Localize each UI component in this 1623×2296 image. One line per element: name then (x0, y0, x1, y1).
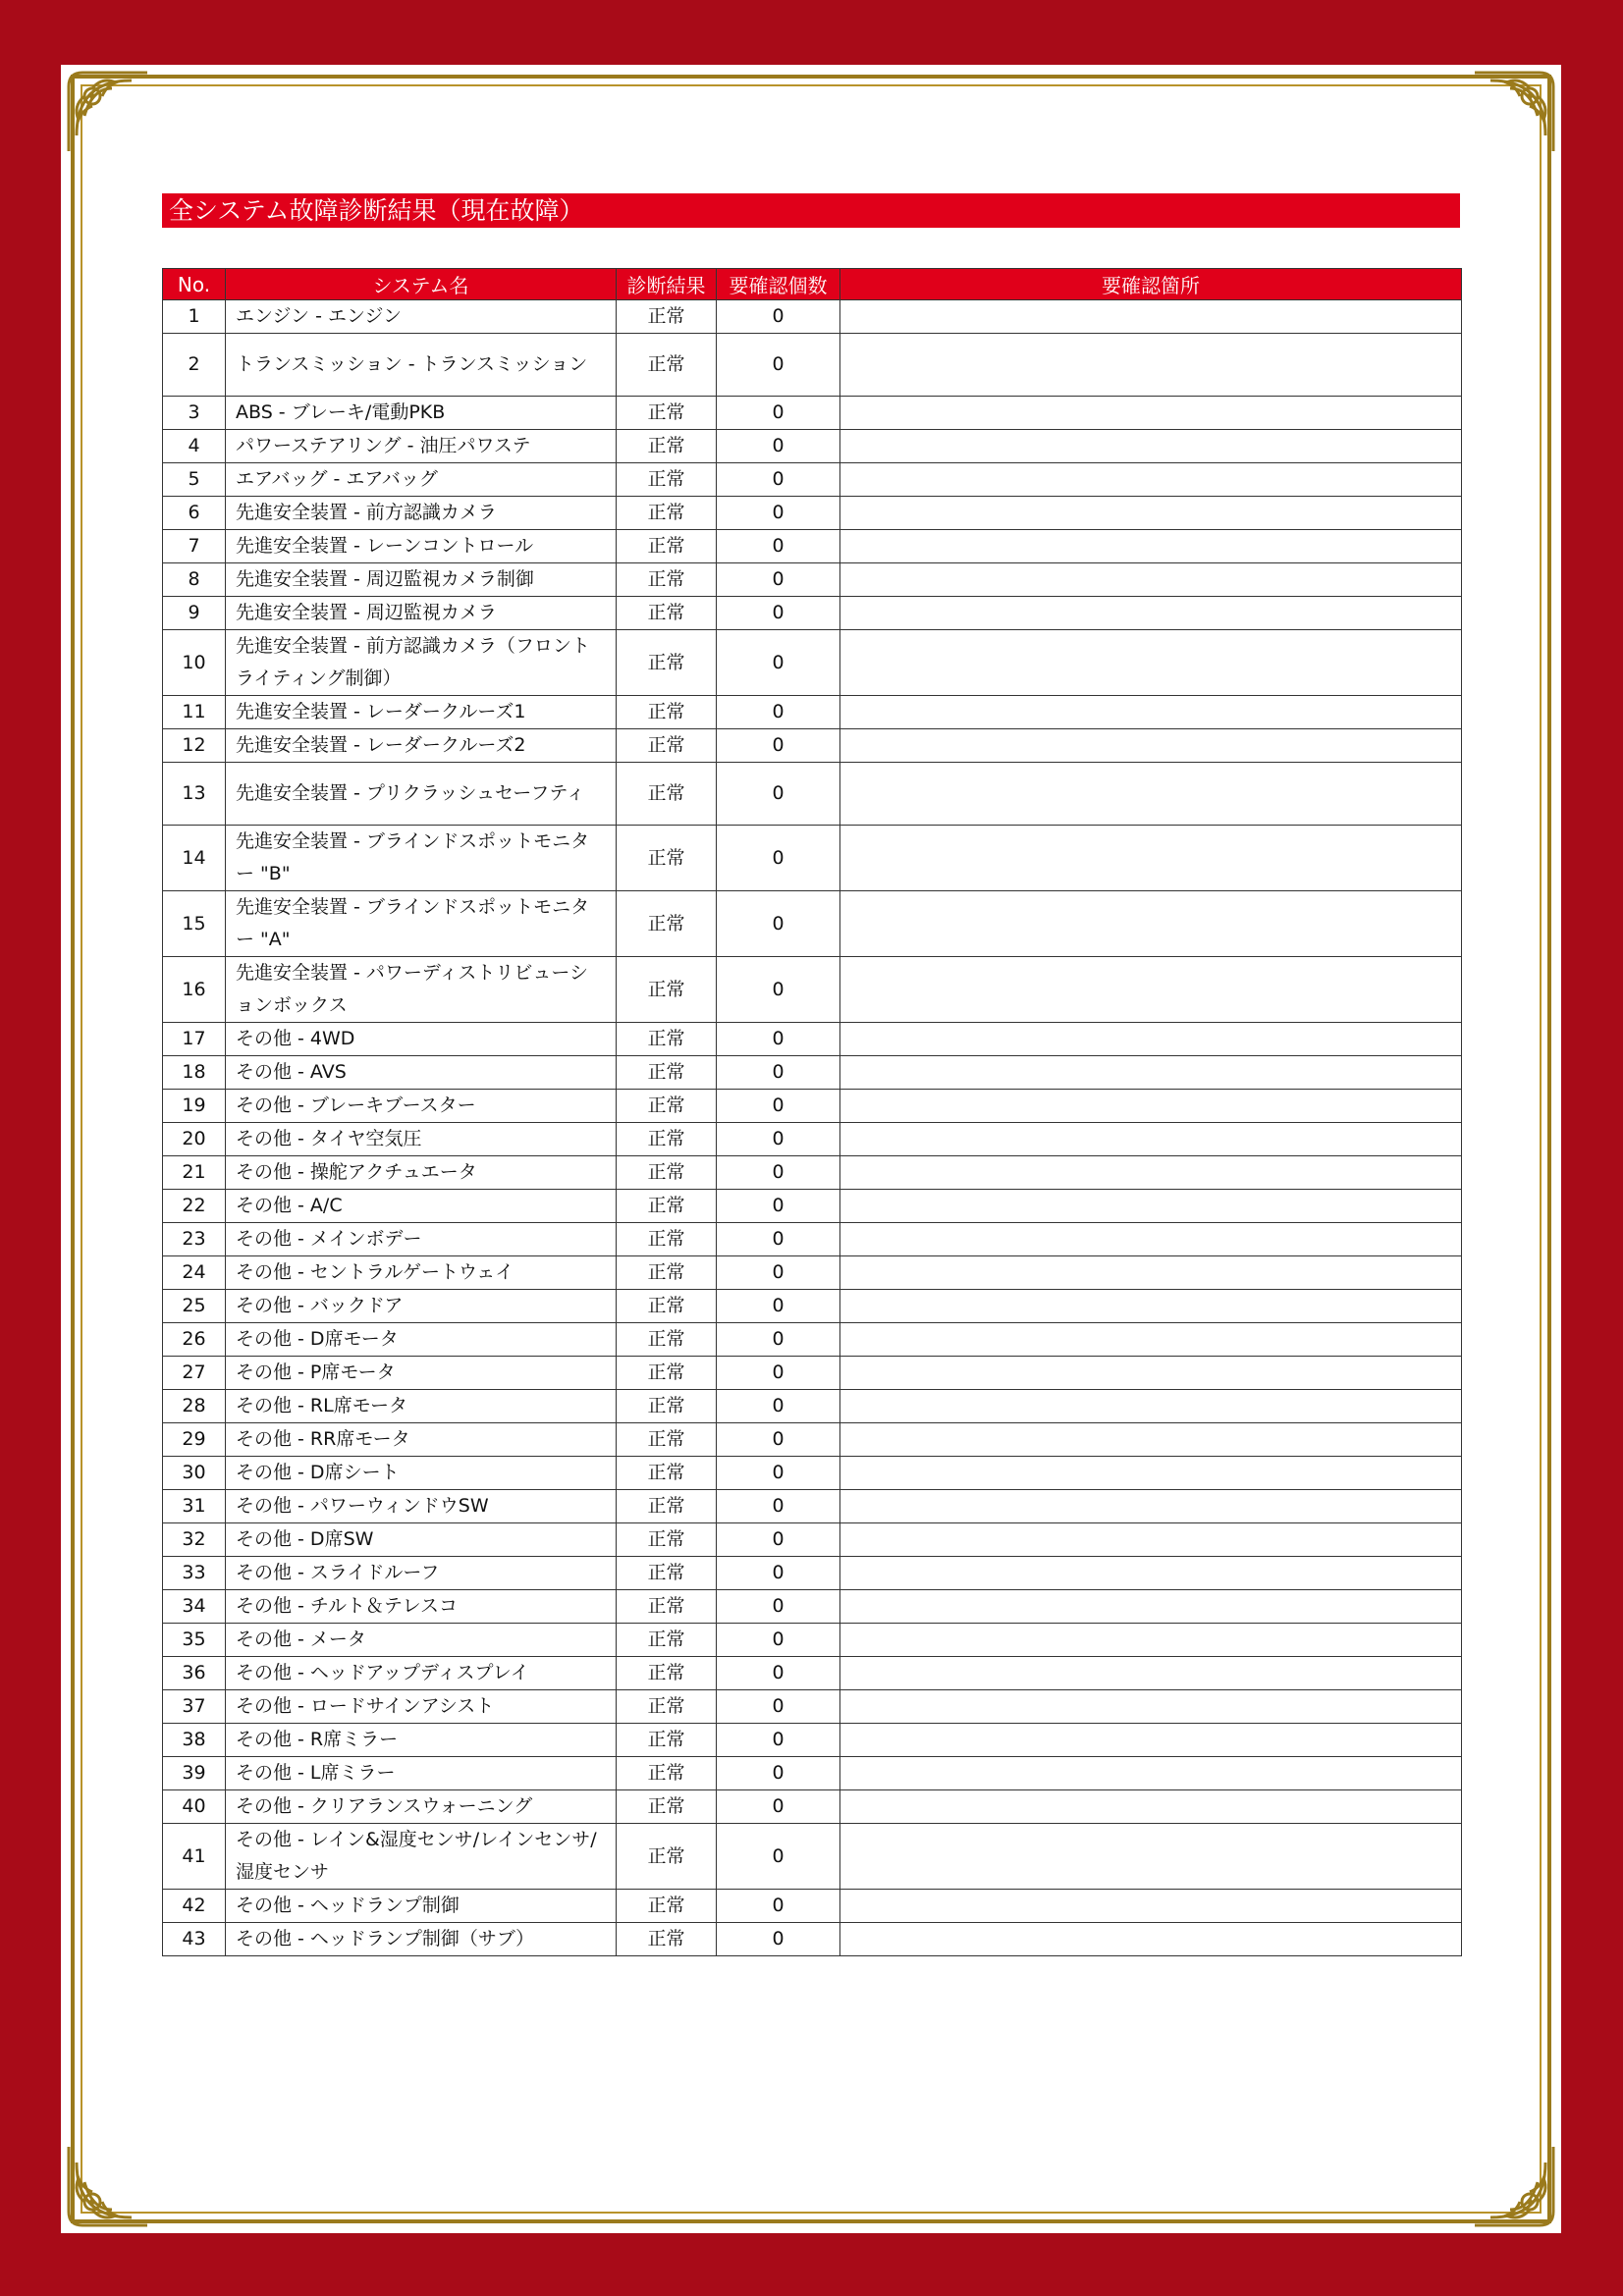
system-name-cell: その他 - レイン&湿度センサ/レインセンサ/湿度センサ (226, 1824, 617, 1890)
check-location-cell (840, 530, 1462, 563)
row-number: 3 (163, 397, 226, 430)
diagnosis-result-cell: 正常 (617, 1590, 717, 1624)
system-name-cell: その他 - D席SW (226, 1523, 617, 1557)
column-header-count: 要確認個数 (717, 269, 840, 300)
column-header-location: 要確認箇所 (840, 269, 1462, 300)
row-number: 22 (163, 1190, 226, 1223)
check-location-cell (840, 300, 1462, 334)
check-location-cell (840, 1523, 1462, 1557)
row-number: 10 (163, 630, 226, 696)
check-count-cell: 0 (717, 1123, 840, 1156)
check-location-cell (840, 334, 1462, 397)
table-row (163, 1490, 1462, 1523)
diagnosis-result-cell: 正常 (617, 1323, 717, 1357)
check-count-cell: 0 (717, 530, 840, 563)
row-number: 39 (163, 1757, 226, 1790)
row-number: 40 (163, 1790, 226, 1824)
diagnosis-result-cell: 正常 (617, 1223, 717, 1256)
check-location-cell (840, 1390, 1462, 1423)
diagnosis-result-cell: 正常 (617, 696, 717, 729)
check-count-cell: 0 (717, 1890, 840, 1923)
table-row (163, 1023, 1462, 1056)
table-row (163, 1890, 1462, 1923)
system-name-cell: その他 - D席シート (226, 1457, 617, 1490)
check-count-cell: 0 (717, 463, 840, 497)
check-count-cell: 0 (717, 891, 840, 957)
corner-ornament-icon (63, 2141, 153, 2231)
check-location-cell (840, 1323, 1462, 1357)
check-location-cell (840, 430, 1462, 463)
row-number: 30 (163, 1457, 226, 1490)
table-row (163, 597, 1462, 630)
diagnosis-result-cell: 正常 (617, 430, 717, 463)
table-row (163, 630, 1462, 696)
table-row (163, 530, 1462, 563)
table-row (163, 1557, 1462, 1590)
check-count-cell: 0 (717, 1757, 840, 1790)
diagnosis-result-cell: 正常 (617, 1824, 717, 1890)
row-number: 4 (163, 430, 226, 463)
system-name-cell: 先進安全装置 - 前方認識カメラ（フロントライティング制御） (226, 630, 617, 696)
table-row (163, 957, 1462, 1023)
row-number: 34 (163, 1590, 226, 1624)
check-location-cell (840, 1724, 1462, 1757)
system-name-cell: 先進安全装置 - パワーディストリビューションボックス (226, 957, 617, 1023)
table-row (163, 826, 1462, 891)
diagnosis-result-cell: 正常 (617, 891, 717, 957)
diagnosis-result-cell: 正常 (617, 1390, 717, 1423)
check-count-cell: 0 (717, 763, 840, 826)
table-row (163, 1457, 1462, 1490)
table-row (163, 1590, 1462, 1624)
diagnosis-result-cell: 正常 (617, 1457, 717, 1490)
system-name-cell: その他 - スライドルーフ (226, 1557, 617, 1590)
row-number: 36 (163, 1657, 226, 1690)
row-number: 25 (163, 1290, 226, 1323)
system-name-cell: その他 - ヘッドランプ制御（サブ） (226, 1923, 617, 1956)
column-header-system-name: システム名 (226, 269, 617, 300)
system-name-cell: その他 - L席ミラー (226, 1757, 617, 1790)
check-count-cell: 0 (717, 497, 840, 530)
table-row (163, 1090, 1462, 1123)
check-location-cell (840, 397, 1462, 430)
check-location-cell (840, 1357, 1462, 1390)
check-count-cell: 0 (717, 826, 840, 891)
table-row (163, 1290, 1462, 1323)
row-number: 26 (163, 1323, 226, 1357)
system-name-cell: その他 - セントラルゲートウェイ (226, 1256, 617, 1290)
row-number: 37 (163, 1690, 226, 1724)
check-count-cell: 0 (717, 729, 840, 763)
table-body (163, 300, 1462, 1956)
diagnosis-result-cell: 正常 (617, 530, 717, 563)
check-location-cell (840, 463, 1462, 497)
corner-ornament-icon (1469, 2141, 1559, 2231)
system-name-cell: その他 - メータ (226, 1624, 617, 1657)
check-location-cell (840, 826, 1462, 891)
row-number: 20 (163, 1123, 226, 1156)
check-count-cell: 0 (717, 1690, 840, 1724)
table-row (163, 1056, 1462, 1090)
check-location-cell (840, 1156, 1462, 1190)
diagnosis-result-cell: 正常 (617, 1690, 717, 1724)
check-count-cell: 0 (717, 1557, 840, 1590)
table-row (163, 334, 1462, 397)
check-location-cell (840, 1023, 1462, 1056)
check-location-cell (840, 891, 1462, 957)
system-name-cell: トランスミッション - トランスミッション (226, 334, 617, 397)
row-number: 35 (163, 1624, 226, 1657)
check-location-cell (840, 1657, 1462, 1690)
system-name-cell: その他 - ロードサインアシスト (226, 1690, 617, 1724)
check-count-cell: 0 (717, 1056, 840, 1090)
diagnosis-result-cell: 正常 (617, 1023, 717, 1056)
check-location-cell (840, 1757, 1462, 1790)
diagnosis-result-cell: 正常 (617, 334, 717, 397)
row-number: 33 (163, 1557, 226, 1590)
check-count-cell: 0 (717, 1323, 840, 1357)
table-row (163, 729, 1462, 763)
check-location-cell (840, 1457, 1462, 1490)
check-location-cell (840, 1423, 1462, 1457)
diagnosis-result-cell: 正常 (617, 1790, 717, 1824)
corner-ornament-icon (1469, 67, 1559, 157)
check-location-cell (840, 1557, 1462, 1590)
diagnosis-result-cell: 正常 (617, 597, 717, 630)
diagnosis-result-cell: 正常 (617, 1256, 717, 1290)
table-row (163, 891, 1462, 957)
diagnosis-result-cell: 正常 (617, 300, 717, 334)
system-name-cell: その他 - ヘッドアップディスプレイ (226, 1657, 617, 1690)
check-location-cell (840, 1123, 1462, 1156)
system-name-cell: その他 - RR席モータ (226, 1423, 617, 1457)
system-name-cell: その他 - A/C (226, 1190, 617, 1223)
table-row (163, 497, 1462, 530)
row-number: 38 (163, 1724, 226, 1757)
table-row (163, 1123, 1462, 1156)
column-header-no: No. (163, 269, 226, 300)
system-name-cell: その他 - タイヤ空気圧 (226, 1123, 617, 1156)
diagnosis-result-cell: 正常 (617, 1490, 717, 1523)
check-count-cell: 0 (717, 430, 840, 463)
check-location-cell (840, 1624, 1462, 1657)
check-count-cell: 0 (717, 334, 840, 397)
row-number: 24 (163, 1256, 226, 1290)
check-count-cell: 0 (717, 1256, 840, 1290)
section-title: 全システム故障診断結果（現在故障） (162, 193, 1460, 228)
row-number: 11 (163, 696, 226, 729)
diagnosis-result-cell: 正常 (617, 397, 717, 430)
check-count-cell: 0 (717, 1290, 840, 1323)
check-count-cell: 0 (717, 1490, 840, 1523)
diagnosis-result-cell: 正常 (617, 1423, 717, 1457)
table-row (163, 1624, 1462, 1657)
check-location-cell (840, 957, 1462, 1023)
check-count-cell: 0 (717, 397, 840, 430)
check-count-cell: 0 (717, 563, 840, 597)
check-location-cell (840, 1490, 1462, 1523)
diagnosis-result-cell: 正常 (617, 1156, 717, 1190)
system-name-cell: 先進安全装置 - プリクラッシュセーフティ (226, 763, 617, 826)
table-row (163, 1657, 1462, 1690)
check-count-cell: 0 (717, 1023, 840, 1056)
table-row (163, 696, 1462, 729)
check-count-cell: 0 (717, 300, 840, 334)
diagnosis-result-cell: 正常 (617, 1123, 717, 1156)
table-row (163, 1357, 1462, 1390)
check-location-cell (840, 1790, 1462, 1824)
diagnosis-result-cell: 正常 (617, 497, 717, 530)
check-count-cell: 0 (717, 1156, 840, 1190)
check-location-cell (840, 1290, 1462, 1323)
check-count-cell: 0 (717, 1624, 840, 1657)
diagnosis-results-table (162, 268, 1462, 1956)
check-location-cell (840, 763, 1462, 826)
system-name-cell: 先進安全装置 - レーダークルーズ2 (226, 729, 617, 763)
row-number: 32 (163, 1523, 226, 1557)
row-number: 16 (163, 957, 226, 1023)
system-name-cell: その他 - P席モータ (226, 1357, 617, 1390)
diagnosis-result-cell: 正常 (617, 1724, 717, 1757)
check-count-cell: 0 (717, 597, 840, 630)
table-row (163, 397, 1462, 430)
system-name-cell: その他 - RL席モータ (226, 1390, 617, 1423)
check-location-cell (840, 630, 1462, 696)
table-row (163, 1156, 1462, 1190)
check-location-cell (840, 1056, 1462, 1090)
system-name-cell: 先進安全装置 - 前方認識カメラ (226, 497, 617, 530)
check-count-cell: 0 (717, 630, 840, 696)
row-number: 8 (163, 563, 226, 597)
check-count-cell: 0 (717, 1923, 840, 1956)
row-number: 28 (163, 1390, 226, 1423)
check-count-cell: 0 (717, 957, 840, 1023)
check-location-cell (840, 597, 1462, 630)
system-name-cell: 先進安全装置 - レーンコントロール (226, 530, 617, 563)
system-name-cell: その他 - ブレーキブースター (226, 1090, 617, 1123)
check-count-cell: 0 (717, 1090, 840, 1123)
table-row (163, 463, 1462, 497)
row-number: 7 (163, 530, 226, 563)
diagnosis-result-cell: 正常 (617, 1357, 717, 1390)
check-count-cell: 0 (717, 1657, 840, 1690)
table-row (163, 1190, 1462, 1223)
check-count-cell: 0 (717, 1390, 840, 1423)
table-row (163, 1423, 1462, 1457)
system-name-cell: ABS - ブレーキ/電動PKB (226, 397, 617, 430)
check-location-cell (840, 1223, 1462, 1256)
diagnosis-result-cell: 正常 (617, 1890, 717, 1923)
table-row (163, 430, 1462, 463)
check-count-cell: 0 (717, 1423, 840, 1457)
check-location-cell (840, 1690, 1462, 1724)
diagnosis-result-cell: 正常 (617, 1090, 717, 1123)
row-number: 23 (163, 1223, 226, 1256)
table-row (163, 1824, 1462, 1890)
check-location-cell (840, 1890, 1462, 1923)
system-name-cell: エアバッグ - エアバッグ (226, 463, 617, 497)
table-row (163, 1690, 1462, 1724)
row-number: 1 (163, 300, 226, 334)
system-name-cell: 先進安全装置 - ブラインドスポットモニター "A" (226, 891, 617, 957)
diagnosis-result-cell: 正常 (617, 1190, 717, 1223)
check-count-cell: 0 (717, 1790, 840, 1824)
row-number: 2 (163, 334, 226, 397)
check-count-cell: 0 (717, 1724, 840, 1757)
system-name-cell: その他 - 4WD (226, 1023, 617, 1056)
table-row (163, 1724, 1462, 1757)
check-location-cell (840, 563, 1462, 597)
row-number: 6 (163, 497, 226, 530)
table-row (163, 1323, 1462, 1357)
column-header-result: 診断結果 (617, 269, 717, 300)
check-location-cell (840, 497, 1462, 530)
diagnosis-result-cell: 正常 (617, 957, 717, 1023)
diagnosis-result-cell: 正常 (617, 763, 717, 826)
diagnosis-result-cell: 正常 (617, 1290, 717, 1323)
table-row (163, 1757, 1462, 1790)
system-name-cell: その他 - R席ミラー (226, 1724, 617, 1757)
system-name-cell: その他 - バックドア (226, 1290, 617, 1323)
row-number: 31 (163, 1490, 226, 1523)
system-name-cell: その他 - 操舵アクチュエータ (226, 1156, 617, 1190)
check-location-cell (840, 1923, 1462, 1956)
table-header-row (163, 269, 1462, 300)
corner-ornament-icon (63, 67, 153, 157)
table-row (163, 1256, 1462, 1290)
check-count-cell: 0 (717, 1190, 840, 1223)
row-number: 29 (163, 1423, 226, 1457)
diagnosis-result-cell: 正常 (617, 1624, 717, 1657)
table-row (163, 300, 1462, 334)
diagnosis-result-cell: 正常 (617, 729, 717, 763)
system-name-cell: その他 - チルト＆テレスコ (226, 1590, 617, 1624)
system-name-cell: その他 - AVS (226, 1056, 617, 1090)
row-number: 14 (163, 826, 226, 891)
check-location-cell (840, 1190, 1462, 1223)
row-number: 9 (163, 597, 226, 630)
system-name-cell: その他 - ヘッドランプ制御 (226, 1890, 617, 1923)
system-name-cell: 先進安全装置 - ブラインドスポットモニター "B" (226, 826, 617, 891)
diagnosis-result-cell: 正常 (617, 1056, 717, 1090)
row-number: 43 (163, 1923, 226, 1956)
diagnosis-result-cell: 正常 (617, 463, 717, 497)
diagnosis-result-cell: 正常 (617, 630, 717, 696)
table-row (163, 1223, 1462, 1256)
row-number: 12 (163, 729, 226, 763)
system-name-cell: その他 - メインボデー (226, 1223, 617, 1256)
check-count-cell: 0 (717, 1523, 840, 1557)
diagnosis-result-cell: 正常 (617, 1657, 717, 1690)
check-location-cell (840, 1590, 1462, 1624)
check-count-cell: 0 (717, 1357, 840, 1390)
check-location-cell (840, 729, 1462, 763)
system-name-cell: その他 - D席モータ (226, 1323, 617, 1357)
check-location-cell (840, 1824, 1462, 1890)
row-number: 27 (163, 1357, 226, 1390)
diagnosis-result-cell: 正常 (617, 1557, 717, 1590)
table-row (163, 1523, 1462, 1557)
table-row (163, 1923, 1462, 1956)
table-row (163, 563, 1462, 597)
row-number: 21 (163, 1156, 226, 1190)
diagnosis-result-cell: 正常 (617, 1923, 717, 1956)
diagnosis-result-cell: 正常 (617, 563, 717, 597)
system-name-cell: 先進安全装置 - 周辺監視カメラ (226, 597, 617, 630)
check-location-cell (840, 1256, 1462, 1290)
row-number: 13 (163, 763, 226, 826)
table-row (163, 1390, 1462, 1423)
system-name-cell: エンジン - エンジン (226, 300, 617, 334)
diagnosis-result-cell: 正常 (617, 1523, 717, 1557)
row-number: 17 (163, 1023, 226, 1056)
row-number: 15 (163, 891, 226, 957)
row-number: 5 (163, 463, 226, 497)
system-name-cell: その他 - クリアランスウォーニング (226, 1790, 617, 1824)
row-number: 41 (163, 1824, 226, 1890)
diagnosis-result-cell: 正常 (617, 1757, 717, 1790)
check-count-cell: 0 (717, 696, 840, 729)
row-number: 42 (163, 1890, 226, 1923)
row-number: 19 (163, 1090, 226, 1123)
system-name-cell: その他 - パワーウィンドウSW (226, 1490, 617, 1523)
system-name-cell: パワーステアリング - 油圧パワステ (226, 430, 617, 463)
check-count-cell: 0 (717, 1590, 840, 1624)
table-row (163, 763, 1462, 826)
diagnosis-result-cell: 正常 (617, 826, 717, 891)
table-row (163, 1790, 1462, 1824)
check-count-cell: 0 (717, 1824, 840, 1890)
check-location-cell (840, 696, 1462, 729)
system-name-cell: 先進安全装置 - 周辺監視カメラ制御 (226, 563, 617, 597)
check-location-cell (840, 1090, 1462, 1123)
check-count-cell: 0 (717, 1457, 840, 1490)
row-number: 18 (163, 1056, 226, 1090)
check-count-cell: 0 (717, 1223, 840, 1256)
system-name-cell: 先進安全装置 - レーダークルーズ1 (226, 696, 617, 729)
